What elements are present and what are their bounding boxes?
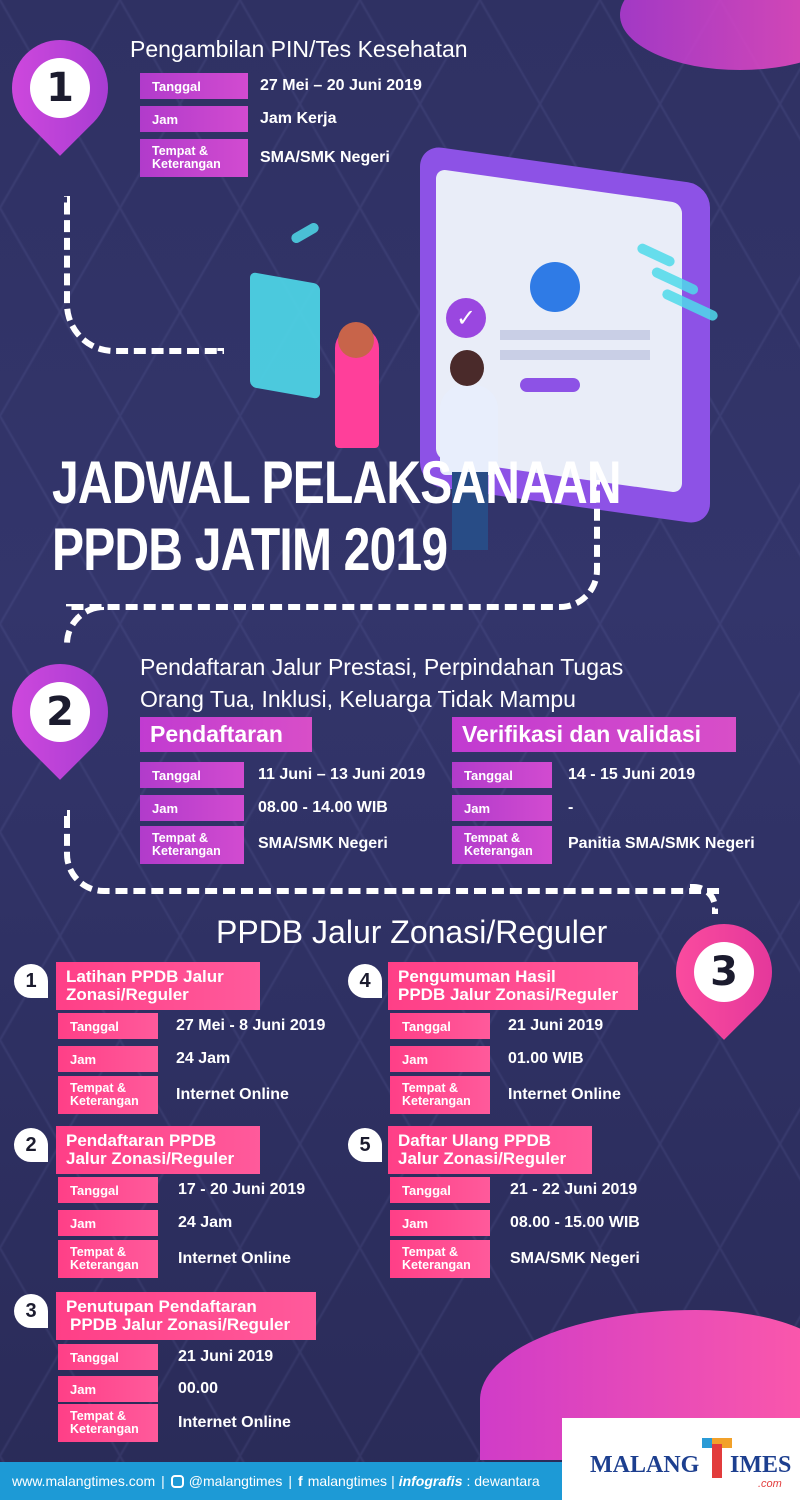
zonasi-item2-header-line2: Jalur Zonasi/Reguler: [66, 1149, 235, 1168]
footer-divider: |: [391, 1473, 395, 1489]
facebook-icon: f: [298, 1473, 303, 1489]
avatar-icon: [530, 262, 580, 312]
step2-number: 2: [30, 682, 90, 742]
step2-right-value-tempat: Panitia SMA/SMK Negeri: [568, 835, 755, 852]
zonasi-item4-header-line1: Pengumuman Hasil: [398, 967, 556, 986]
step2-left-value-tanggal: 11 Juni – 13 Juni 2019: [258, 766, 426, 783]
dashed-path: [66, 480, 600, 610]
logo: [562, 1418, 800, 1500]
step1-value-tempat: SMA/SMK Negeri: [260, 149, 390, 166]
zonasi-item5-value-jam: 08.00 - 15.00 WIB: [510, 1214, 640, 1231]
zonasi-item1-label-tanggal: Tanggal: [58, 1013, 158, 1039]
zonasi-item1-header-line2: Zonasi/Reguler: [66, 985, 189, 1004]
logo-text-imes: IMES: [730, 1452, 792, 1478]
zonasi-item1-label-tempat: Tempat & Keterangan: [58, 1076, 158, 1114]
zonasi-item3-label-tempat: Tempat & Keterangan: [58, 1404, 158, 1442]
zonasi-item2-value-tanggal: 17 - 20 Juni 2019: [178, 1181, 306, 1198]
instagram-icon: [171, 1475, 184, 1488]
footer: [12, 1462, 540, 1500]
zonasi-item3-value-tempat: Internet Online: [178, 1414, 291, 1431]
zonasi-item1-header: [56, 962, 260, 1010]
zonasi-item5-header: [388, 1126, 592, 1174]
zonasi-item3-value-jam: 00.00: [178, 1380, 219, 1397]
zonasi-item2-label-tempat: Tempat & Keterangan: [58, 1240, 158, 1278]
step1-label-tanggal: Tanggal: [140, 73, 248, 99]
zonasi-item4-label-tempat: Tempat & Keterangan: [390, 1076, 490, 1114]
zonasi-item5-value-tanggal: 21 - 22 Juni 2019: [510, 1181, 638, 1198]
dashed-path: [64, 196, 224, 354]
step2-left-value-jam: 08.00 - 14.00 WIB: [258, 799, 388, 816]
zonasi-item4-header: [388, 962, 638, 1010]
zonasi-item1-number: 1: [14, 964, 48, 998]
footer-credit-label: infografis: [398, 1473, 463, 1489]
step3-title: PPDB Jalur Zonasi/Reguler: [216, 914, 608, 950]
zonasi-item2-value-tempat: Internet Online: [178, 1250, 291, 1267]
zonasi-item1-value-jam: 24 Jam: [176, 1050, 231, 1067]
footer-credit-name: : dewantara: [466, 1473, 540, 1489]
footer-facebook[interactable]: malangtimes: [307, 1473, 388, 1489]
step2-title-line2: Orang Tua, Inklusi, Keluarga Tidak Mampu: [140, 686, 576, 712]
zonasi-item5-header-line1: Daftar Ulang PPDB: [398, 1131, 552, 1150]
step2-left-label-tempat: Tempat & Keterangan: [140, 826, 244, 864]
zonasi-item3-header: [56, 1292, 316, 1340]
step2-title-line1: Pendaftaran Jalur Prestasi, Perpindahan Tugas: [140, 654, 624, 680]
zonasi-item3-header-line2: PPDB Jalur Zonasi/Reguler: [70, 1315, 291, 1334]
step1-title: Pengambilan PIN/Tes Kesehatan: [130, 36, 468, 62]
zonasi-item5-value-tempat: SMA/SMK Negeri: [510, 1250, 640, 1267]
step2-left-label-jam: Jam: [140, 795, 244, 821]
step2-right-label-tanggal: Tanggal: [452, 762, 552, 788]
zonasi-item4-value-tanggal: 21 Juni 2019: [508, 1017, 604, 1034]
zonasi-item3-number: 3: [14, 1294, 48, 1328]
step1-value-tanggal: 27 Mei – 20 Juni 2019: [260, 77, 422, 94]
zonasi-item2-header-line1: Pendaftaran PPDB: [66, 1131, 217, 1150]
zonasi-item2-label-jam: Jam: [58, 1210, 158, 1236]
zonasi-item3-label-tanggal: Tanggal: [58, 1344, 158, 1370]
zonasi-item4-value-jam: 01.00 WIB: [508, 1050, 584, 1067]
zonasi-item1-label-jam: Jam: [58, 1046, 158, 1072]
step2-right-header: Verifikasi dan validasi: [452, 717, 736, 752]
footer-website[interactable]: www.malangtimes.com: [12, 1473, 156, 1489]
step1-value-jam: Jam Kerja: [260, 110, 337, 127]
zonasi-item5-header-line2: Jalur Zonasi/Reguler: [398, 1149, 567, 1168]
form-line: [500, 330, 650, 340]
zonasi-item2-number: 2: [14, 1128, 48, 1162]
footer-divider: |: [161, 1473, 165, 1489]
form-line: [500, 350, 650, 360]
step1-number: 1: [30, 58, 90, 118]
zonasi-item2-header: [56, 1126, 260, 1174]
zonasi-item5-label-jam: Jam: [390, 1210, 490, 1236]
step2-right-label-jam: Jam: [452, 795, 552, 821]
main-title-line1: JADWAL PELAKSANAAN: [52, 449, 621, 516]
zonasi-item2-label-tanggal: Tanggal: [58, 1177, 158, 1203]
dashed-path: [64, 810, 720, 894]
logo-t-icon: [702, 1438, 732, 1478]
step2-right-value-jam: -: [568, 799, 574, 816]
zonasi-item3-label-jam: Jam: [58, 1376, 158, 1402]
zonasi-item5-label-tempat: Tempat & Keterangan: [390, 1240, 490, 1278]
illustration-phone: [250, 272, 320, 399]
zonasi-item3-header-line1: Penutupan Pendaftaran: [66, 1297, 257, 1316]
zonasi-item2-value-jam: 24 Jam: [178, 1214, 233, 1231]
zonasi-item4-value-tempat: Internet Online: [508, 1086, 621, 1103]
step2-left-header: Pendaftaran: [140, 717, 312, 752]
main-title-line2: PPDB JATIM 2019: [52, 516, 448, 583]
zonasi-item3-value-tanggal: 21 Juni 2019: [178, 1348, 274, 1365]
form-button: [520, 378, 580, 392]
zonasi-item5-number: 5: [348, 1128, 382, 1162]
step2-left-value-tempat: SMA/SMK Negeri: [258, 835, 388, 852]
person-woman-head: [338, 322, 374, 358]
step1-label-tempat: Tempat & Keterangan: [140, 139, 248, 177]
zonasi-item4-label-tanggal: Tanggal: [390, 1013, 490, 1039]
footer-instagram[interactable]: @malangtimes: [188, 1473, 283, 1489]
zonasi-item1-header-line1: Latihan PPDB Jalur: [66, 967, 224, 986]
step2-left-label-tanggal: Tanggal: [140, 762, 244, 788]
zonasi-item1-value-tanggal: 27 Mei - 8 Juni 2019: [176, 1017, 326, 1034]
step2-right-value-tanggal: 14 - 15 Juni 2019: [568, 766, 696, 783]
zonasi-item4-header-line2: PPDB Jalur Zonasi/Reguler: [398, 985, 619, 1004]
zonasi-item5-label-tanggal: Tanggal: [390, 1177, 490, 1203]
step3-number: 3: [694, 942, 754, 1002]
step2-right-label-tempat: Tempat & Keterangan: [452, 826, 552, 864]
zonasi-item4-number: 4: [348, 964, 382, 998]
logo-text-malang: MALANG: [590, 1452, 700, 1478]
check-icon: ✓: [446, 298, 486, 338]
zonasi-item4-label-jam: Jam: [390, 1046, 490, 1072]
logo-text-com: .com: [758, 1478, 782, 1490]
step1-label-jam: Jam: [140, 106, 248, 132]
zonasi-item1-value-tempat: Internet Online: [176, 1086, 289, 1103]
person-man-head: [450, 350, 484, 386]
footer-divider: |: [288, 1473, 293, 1489]
